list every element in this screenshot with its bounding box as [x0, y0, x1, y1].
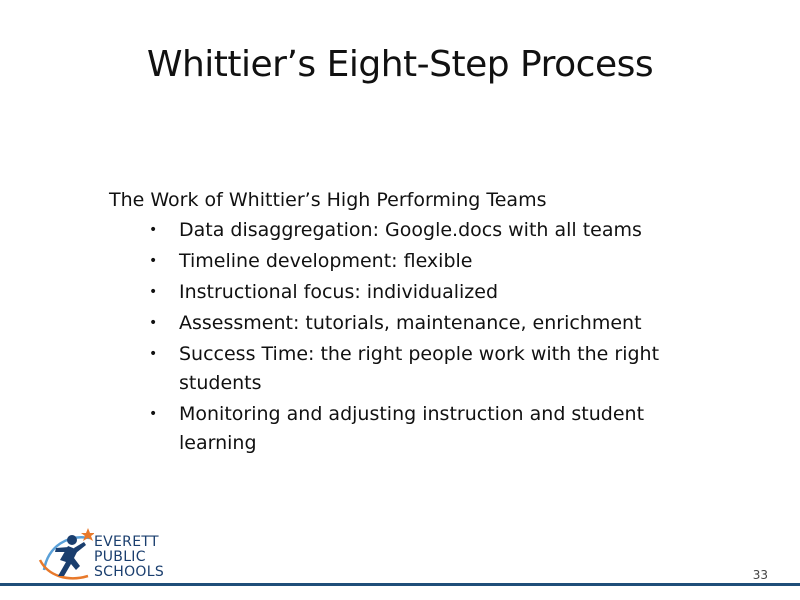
- logo-line-1: EVERETT: [94, 534, 159, 550]
- logo-line-3: SCHOOLS: [94, 564, 165, 580]
- bullet-icon: •: [149, 253, 158, 269]
- bullet-icon: •: [149, 315, 158, 331]
- list-item: [149, 247, 689, 276]
- bullet-text: Data disaggregation: Google.docs with all teams: [179, 219, 642, 241]
- slide-title: Whittier’s Eight-Step Process: [146, 44, 654, 85]
- logo-wordmark: [94, 535, 164, 580]
- bullet-text: Assessment: tutorials, maintenance, enrichment: [179, 312, 642, 334]
- list-item: [149, 400, 689, 458]
- bullet-icon: •: [149, 284, 158, 300]
- bullet-icon: •: [149, 222, 158, 238]
- page-number: 33: [752, 568, 768, 582]
- bullet-text: Monitoring and adjusting instruction and student learning: [179, 403, 645, 454]
- everett-public-schools-logo: [38, 526, 188, 584]
- list-item: [149, 216, 689, 245]
- lead-text: The Work of Whittier’s High Performing Teams: [109, 189, 547, 211]
- bullet-text: Timeline development: flexible: [179, 250, 473, 272]
- logo-line-2: PUBLIC: [94, 549, 146, 565]
- slide-body: [109, 186, 709, 460]
- list-item: [149, 309, 689, 338]
- bullet-icon: •: [149, 346, 158, 362]
- bullet-list: [109, 216, 709, 458]
- bottom-divider: [0, 583, 800, 586]
- list-item: [149, 340, 689, 398]
- list-item: [149, 278, 689, 307]
- bullet-text: Instructional focus: individualized: [179, 281, 499, 303]
- bullet-icon: •: [149, 406, 158, 422]
- runner-logo-icon: [38, 526, 94, 584]
- bullet-text: Success Time: the right people work with the right students: [179, 343, 660, 394]
